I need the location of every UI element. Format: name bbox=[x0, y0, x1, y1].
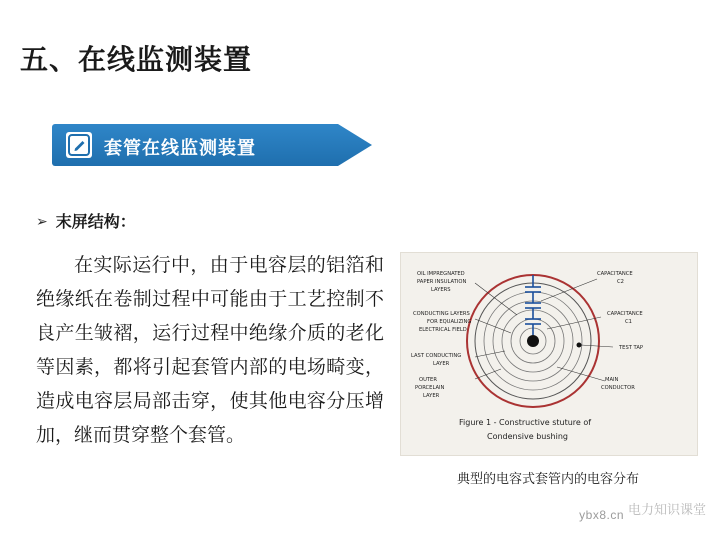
watermark-right: 电力知识课堂 bbox=[627, 503, 706, 518]
svg-text:CONDUCTOR: CONDUCTOR bbox=[601, 385, 635, 391]
svg-text:PORCELAIN: PORCELAIN bbox=[415, 385, 445, 391]
svg-text:Condensive bushing: Condensive bushing bbox=[487, 432, 568, 441]
bullet-heading-label: 末屏结构： bbox=[55, 212, 136, 231]
svg-text:Figure 1 - Constructive stutur: Figure 1 - Constructive stuture of bbox=[459, 418, 592, 427]
svg-text:PAPER INSULATION: PAPER INSULATION bbox=[417, 279, 467, 285]
bullet-arrow-icon: ➢ bbox=[36, 212, 48, 229]
body-paragraph: 在实际运行中，由于电容层的铝箔和绝缘纸在卷制过程中可能由于工艺控制不良产生皱褶，运行过程中绝缘介质的老化等因素，都将引起套管内部的电场畸变，造成电容层局部击穿，使其他电容分压增加，继而贯穿整个套管。 bbox=[36, 254, 384, 446]
svg-text:CAPACITANCE: CAPACITANCE bbox=[607, 311, 643, 317]
svg-text:ELECTRICAL FIELD: ELECTRICAL FIELD bbox=[419, 327, 467, 333]
svg-text:C2: C2 bbox=[617, 279, 624, 285]
svg-text:TEST TAP: TEST TAP bbox=[619, 345, 643, 351]
svg-text:FOR EQUALIZING: FOR EQUALIZING bbox=[427, 319, 472, 325]
svg-text:OUTER: OUTER bbox=[419, 377, 437, 383]
section-banner bbox=[52, 124, 372, 166]
banner-label: 套管在线监测装置 bbox=[104, 138, 256, 159]
edit-square-icon bbox=[66, 132, 92, 158]
svg-text:LAST CONDUCTING: LAST CONDUCTING bbox=[411, 353, 462, 359]
svg-text:OIL IMPREGNATED: OIL IMPREGNATED bbox=[417, 271, 465, 277]
svg-text:CAPACITANCE: CAPACITANCE bbox=[597, 271, 633, 277]
svg-text:LAYER: LAYER bbox=[433, 361, 450, 367]
watermark-center: ybx8.cn bbox=[579, 508, 624, 522]
bushing-diagram bbox=[400, 252, 698, 456]
bullet-heading bbox=[36, 209, 136, 232]
figure-caption: 典型的电容式套管内的电容分布 bbox=[456, 472, 639, 487]
svg-text:C1: C1 bbox=[625, 319, 632, 325]
svg-text:CONDUCTING LAYERS: CONDUCTING LAYERS bbox=[413, 311, 470, 317]
svg-text:LAYERS: LAYERS bbox=[431, 287, 451, 293]
svg-text:LAYER: LAYER bbox=[423, 393, 440, 399]
page-title: 五、在线监测装置 bbox=[20, 43, 253, 76]
svg-text:MAIN: MAIN bbox=[605, 377, 619, 383]
